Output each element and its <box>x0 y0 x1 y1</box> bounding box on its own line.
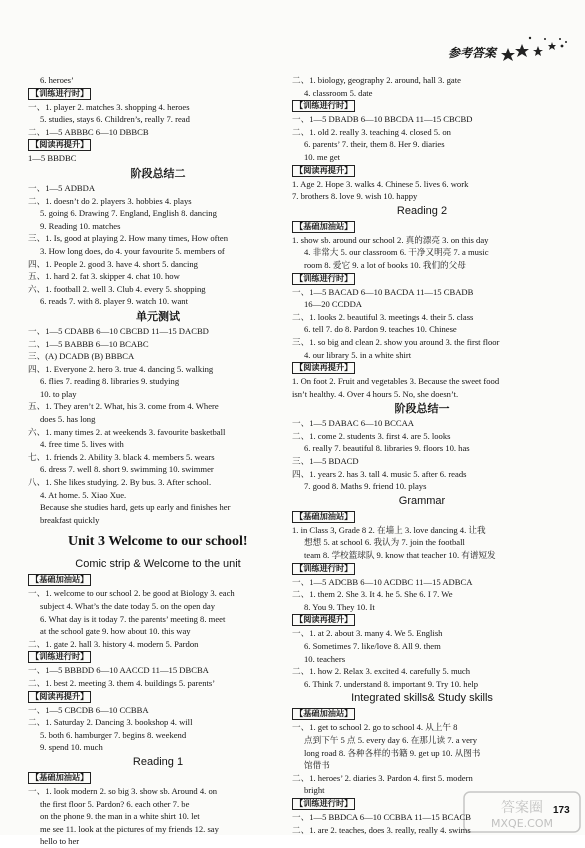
section-heading: Reading 2 <box>396 204 448 217</box>
answer-line: 6. Think 7. understand 8. important 9. Try 10. help <box>304 678 479 689</box>
answer-line: 一、1—5 DABAC 6—10 BCCAA <box>292 418 414 429</box>
section-tag: 【训练进行时】 <box>292 563 355 575</box>
answer-line: 想想 5. at school 6. 我认为 7. join the football <box>304 537 465 548</box>
answer-line: 一、1—5 BBDCA 6—10 CCBBA 11—15 BCACB <box>292 811 471 822</box>
answer-line: me see 11. look at the pictures of my friends 12. say <box>40 823 219 834</box>
section-tag-row <box>292 272 552 286</box>
page-number: 173 <box>553 805 570 816</box>
answer-line: 9. spend 10. much <box>40 742 103 753</box>
answer-line: 一、1. at 2. about 3. many 4. We 5. English <box>292 628 443 639</box>
answer-line: 二、1. gate 2. hall 3. history 4. modern 5. Pardon <box>28 638 199 649</box>
answer-line: 二、1. them 2. She 3. It 4. he 5. She 6. I 7. We <box>292 589 453 600</box>
section-tag: 【基础加油站】 <box>292 221 355 233</box>
answer-line: 9. Reading 10. matches <box>40 220 121 231</box>
section-tag-row <box>292 707 552 721</box>
answer-line: on the phone 9. the man in a white shirt 10. let <box>40 811 200 822</box>
answer-line: 二、1—5 BABBB 6—10 BCABC <box>28 338 149 349</box>
answer-line: 三、(A) DCADB (B) BBBCA <box>28 351 135 362</box>
section-heading: 单元测试 <box>136 309 180 323</box>
svg-text:MXQE.COM: MXQE.COM <box>491 817 553 830</box>
answer-line: 五、1. hard 2. fat 3. skipper 4. chat 10. how <box>28 271 180 282</box>
answer-line: 一、1—5 CBCDB 6—10 CCBBA <box>28 704 149 715</box>
unit-title: Unit 3 Welcome to our school! <box>68 534 248 550</box>
answer-line: 4. classroom 5. date <box>304 87 373 98</box>
answer-line: hello to her <box>40 836 80 847</box>
answer-line: 二、1. heroes’ 2. diaries 3. Pardon 4. first 5. modern <box>292 772 473 783</box>
answer-line: 一、1—5 ADBDA <box>28 182 96 193</box>
section-tag-row <box>292 164 552 178</box>
section-tag-row <box>292 220 552 234</box>
answer-line: does 5. has long <box>40 414 96 425</box>
section-tag: 【阅读再提升】 <box>28 691 91 703</box>
section-tag: 【阅读再提升】 <box>292 165 355 177</box>
section-tag: 【基础加油站】 <box>28 772 91 784</box>
answer-line: 五、1. They aren’t 2. What, his 3. come from 4. Where <box>28 401 219 412</box>
section-tag: 【阅读再提升】 <box>292 362 355 374</box>
answer-line: 5. going 6. Drawing 7. England, English 8. dancing <box>40 208 217 219</box>
answer-line: 二、1. doesn’t do 2. players 3. hobbies 4. plays <box>28 195 192 206</box>
section-tag-row <box>28 690 288 704</box>
answer-line: 5. both 6. hamburger 7. begins 8. weekend <box>40 729 187 740</box>
answer-line: 点到下午 5 点 5. every day 6. 在那儿读 7. a very <box>304 734 478 745</box>
section-tag: 【训练进行时】 <box>292 273 355 285</box>
answer-line: 4. our library 5. in a white shirt <box>304 349 412 360</box>
section-tag: 【训练进行时】 <box>28 651 91 663</box>
answer-line: 6. reads 7. with 8. player 9. watch 10. want <box>40 296 188 307</box>
section-tag: 【训练进行时】 <box>292 100 355 112</box>
answer-line: 二、1. come 2. students 3. first 4. are 5. looks <box>292 430 451 441</box>
answer-line: 二、1. how 2. Relax 3. excited 4. carefully 5. much <box>292 666 471 677</box>
answer-line: 三、1. Is, good at playing 2. How many times, How often <box>28 233 229 244</box>
answer-line: 10. me get <box>304 151 341 162</box>
answer-line: 3. How long does, do 4. your favourite 5. members of <box>40 245 225 256</box>
answer-line: 7. good 8. Maths 9. friend 10. plays <box>304 481 427 492</box>
right-column <box>292 74 552 836</box>
section-heading: Integrated skills& Study skills <box>351 692 493 705</box>
answer-line: 三、1. so big and clean 2. show you around 3. the first floor <box>292 336 500 347</box>
answer-line: 一、1—5 ADCBB 6—10 ACDBC 11—15 ADBCA <box>292 576 473 587</box>
answer-line: 1. On foot 2. Fruit and vegetables 3. Because the sweet food <box>292 376 500 387</box>
answer-line: long road 8. 各种各样的书籍 9. get up 10. 从图书 <box>304 747 481 758</box>
answer-line: 6. What day is it today 7. the parents’ meeting 8. meet <box>40 613 226 624</box>
answer-line: 二、1—5 ABBBC 6—10 DBBCB <box>28 126 149 137</box>
answer-line: 8. You 9. They 10. It <box>304 601 375 612</box>
answer-line: 1. Age 2. Hope 3. walks 4. Chinese 5. lives 6. work <box>292 178 469 189</box>
answer-line: team 8. 学校篮球队 9. know that teacher 10. 有谱短发 <box>304 550 496 561</box>
answer-line: isn’t healthy. 4. Over 4 hours 5. No, she doesn’t. <box>292 388 459 399</box>
answer-line: 一、1. look modern 2. so big 3. show sb. Around 4. on <box>28 785 218 796</box>
section-tag-row <box>28 87 288 101</box>
answer-line: subject 4. What’s the date today 5. on the open day <box>40 601 216 611</box>
answer-line: bright <box>304 785 325 796</box>
answer-line: 1—5 BBDBC <box>28 153 77 164</box>
answer-line: 一、1. player 2. matches 3. shopping 4. heroes <box>28 101 190 112</box>
section-heading: Reading 1 <box>132 755 184 768</box>
answer-line: 三、1—5 BDACD <box>292 456 359 467</box>
answer-line: 二、1. are 2. teaches, does 3. really, really 4. swims <box>292 824 471 835</box>
section-tag-row <box>292 510 552 524</box>
section-tag-row <box>28 650 288 664</box>
answer-line: 二、1. best 2. meeting 3. them 4. buildings 5. parents’ <box>28 677 216 688</box>
answer-line: 1. show sb. around our school 2. 真的漂亮 3. on this day <box>292 234 489 245</box>
section-heading: 阶段总结二 <box>130 166 186 180</box>
section-tag: 【基础加油站】 <box>28 574 91 586</box>
answer-line: 10. teachers <box>304 653 346 664</box>
section-tag-row <box>292 562 552 576</box>
answer-line: breakfast quickly <box>40 514 100 525</box>
answer-line: 一、1—5 BACAD 6—10 BACDA 11—15 CBADB <box>292 286 474 297</box>
answer-line: 6. flies 7. reading 8. libraries 9. studying <box>40 376 180 387</box>
answer-line: 四、1. years 2. has 3. tall 4. music 5. after 6. reads <box>292 468 467 479</box>
section-tag: 【基础加油站】 <box>292 511 355 523</box>
section-tag: 【基础加油站】 <box>292 708 355 720</box>
section-tag-row <box>292 99 552 113</box>
section-tag-row <box>28 573 288 587</box>
answer-line: 5. studies, stays 6. Children’s, really 7. read <box>40 114 190 125</box>
section-heading: Grammar <box>398 494 446 507</box>
answer-line: the first floor 5. Pardon? 6. each other 7. be <box>40 798 190 809</box>
svg-text:答案圈: 答案圈 <box>501 800 543 816</box>
answer-line: 四、1. People 2. good 3. have 4. short 5. dancing <box>28 258 198 269</box>
answer-line: 1. in Class 3, Grade 8 2. 在墙上 3. love dancing 4. 让我 <box>292 524 486 535</box>
left-column <box>28 74 288 848</box>
answer-line: 一、1—5 DBADB 6—10 BBCDA 11—15 CBCBD <box>292 114 473 125</box>
answer-line: 二、1. Saturday 2. Dancing 3. bookshop 4. will <box>28 717 193 728</box>
section-heading: 阶段总结一 <box>394 402 450 416</box>
answer-line: 6. dress 7. well 8. short 9. swimming 10. swimmer <box>40 464 214 475</box>
answer-line: room 8. 爱它 9. a lot of books 10. 我们的父母 <box>304 259 466 270</box>
answer-line: 一、1—5 BBBDD 6—10 AACCD 11—15 DBCBA <box>28 665 209 676</box>
answer-line: 六、1. football 2. well 3. Club 4. every 5. shopping <box>28 283 206 294</box>
section-tag-row <box>28 771 288 785</box>
answer-line: 16—20 CCDDA <box>304 299 363 310</box>
section-tag-row <box>28 138 288 152</box>
answer-line: 四、1. Everyone 2. hero 3. true 4. dancing 5. walking <box>28 363 214 374</box>
answer-line: 二、1. biology, geography 2. around, hall 3. gate <box>292 75 461 85</box>
answer-line: 4. 非常大 5. our classroom 6. 干净又明亮 7. a music <box>304 247 489 258</box>
answer-line: 一、1—5 CDABB 6—10 CBCBD 11—15 DACBD <box>28 325 209 336</box>
stars-decoration-icon <box>500 34 570 62</box>
section-tag-row <box>292 613 552 627</box>
answer-line: 6. parents’ 7. their, them 8. Her 9. diaries <box>304 139 445 150</box>
answer-line: 4. free time 5. lives with <box>40 439 124 450</box>
section-tag: 【阅读再提升】 <box>28 139 91 151</box>
answer-line: 4. At home. 5. Xiao Xue. <box>40 489 127 500</box>
answer-line: 八、1. She likes studying. 2. By bus. 3. After school. <box>28 477 212 488</box>
answer-line: 二、1. looks 2. beautiful 3. meetings 4. their 5. class <box>292 311 474 322</box>
answer-line: 6. really 7. beautiful 8. libraries 9. floors 10. has <box>304 443 470 454</box>
answer-line: 7. brothers 8. love 9. wish 10. happy <box>292 191 418 202</box>
answer-line: 一、1. welcome to our school 2. be good at Biology 3. each <box>28 588 235 599</box>
section-tag-row <box>292 361 552 375</box>
section-tag: 【阅读再提升】 <box>292 614 355 626</box>
answer-line: 6. heroes’ <box>40 75 74 85</box>
answer-line: Because she studies hard, gets up early and finishes her <box>40 502 231 513</box>
section-tag: 【训练进行时】 <box>28 88 91 100</box>
section-heading: Comic strip & Welcome to the unit <box>75 558 241 571</box>
section-tag: 【训练进行时】 <box>292 798 355 810</box>
answer-line: 七、1. friends 2. Ability 3. black 4. members 5. wears <box>28 451 215 462</box>
answer-line: at the school gate 9. how about 10. this way <box>40 626 191 637</box>
answer-line: 6. Sometimes 7. like/love 8. All 9. them <box>304 641 441 651</box>
header-title: 参考答案 <box>448 46 497 60</box>
answer-line: 6. tell 7. do 8. Pardon 9. teaches 10. Chinese <box>304 324 457 335</box>
answer-line: 二、1. old 2. really 3. teaching 4. closed 5. on <box>292 126 451 137</box>
answer-line: 一、1. get to school 2. go to school 4. 从上午 8 <box>292 722 458 733</box>
answer-line: 六、1. many times 2. at weekends 3. favourite basketball <box>28 426 226 437</box>
answer-line: 10. to play <box>40 388 77 399</box>
page-header <box>0 0 585 62</box>
answer-line: 馆借书 <box>304 760 330 771</box>
